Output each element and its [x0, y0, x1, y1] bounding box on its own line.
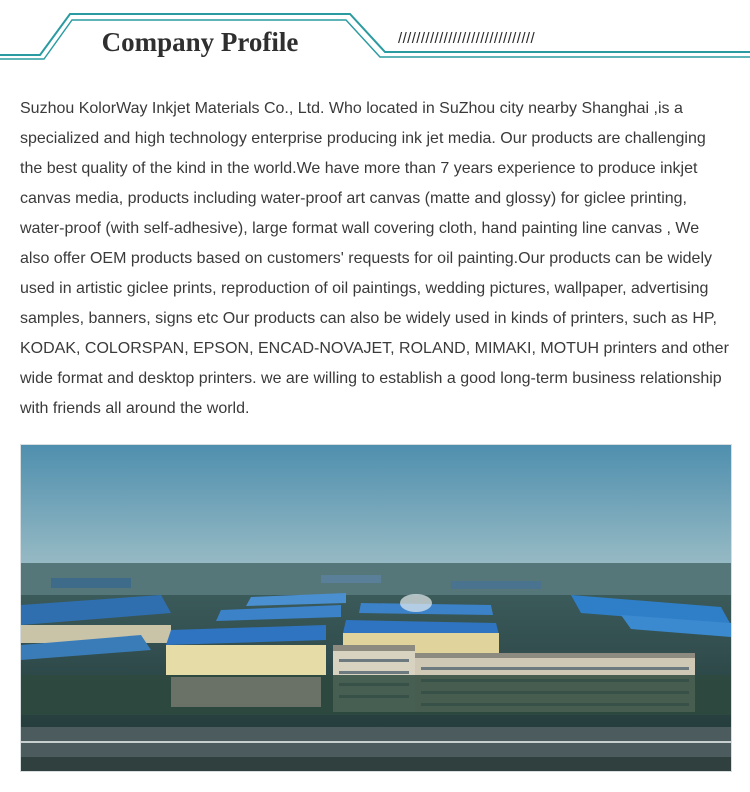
- section-header: [0, 0, 750, 70]
- factory-aerial-image: [21, 445, 731, 771]
- company-description: Suzhou KolorWay Inkjet Materials Co., Ltd. Who located in SuZhou city nearby Shanghai ,is a specialized and high technology enterprise producing ink jet media. Our products are challenging the best quality of the kind in the world.We have more than 7 years experience to produce inkjet canvas media, products including water-proof art canvas (matte and glossy) for giclee printing, water-proof (with self-adhesive), large format wall covering cloth, hand painting line canvas , We also offer OEM products based on customers' requests for oil painting.Our products can be widely used in artistic giclee prints, reproduction of oil paintings, wedding pictures, wallpaper, advertising samples, banners, signs etc Our products can also be widely used in kinds of printers, such as HP, KODAK, COLORSPAN, EPSON, ENCAD-NOVAJET, ROLAND, MIMAKI, MOTUH printers and other wide format and desktop printers. we are willing to establish a good long-term business relationship with friends all around the world.: [20, 100, 729, 417]
- page-title: Company Profile: [101, 27, 299, 57]
- factory-photo: [20, 444, 732, 772]
- header-decoration: //////////////////////////////: [398, 30, 536, 47]
